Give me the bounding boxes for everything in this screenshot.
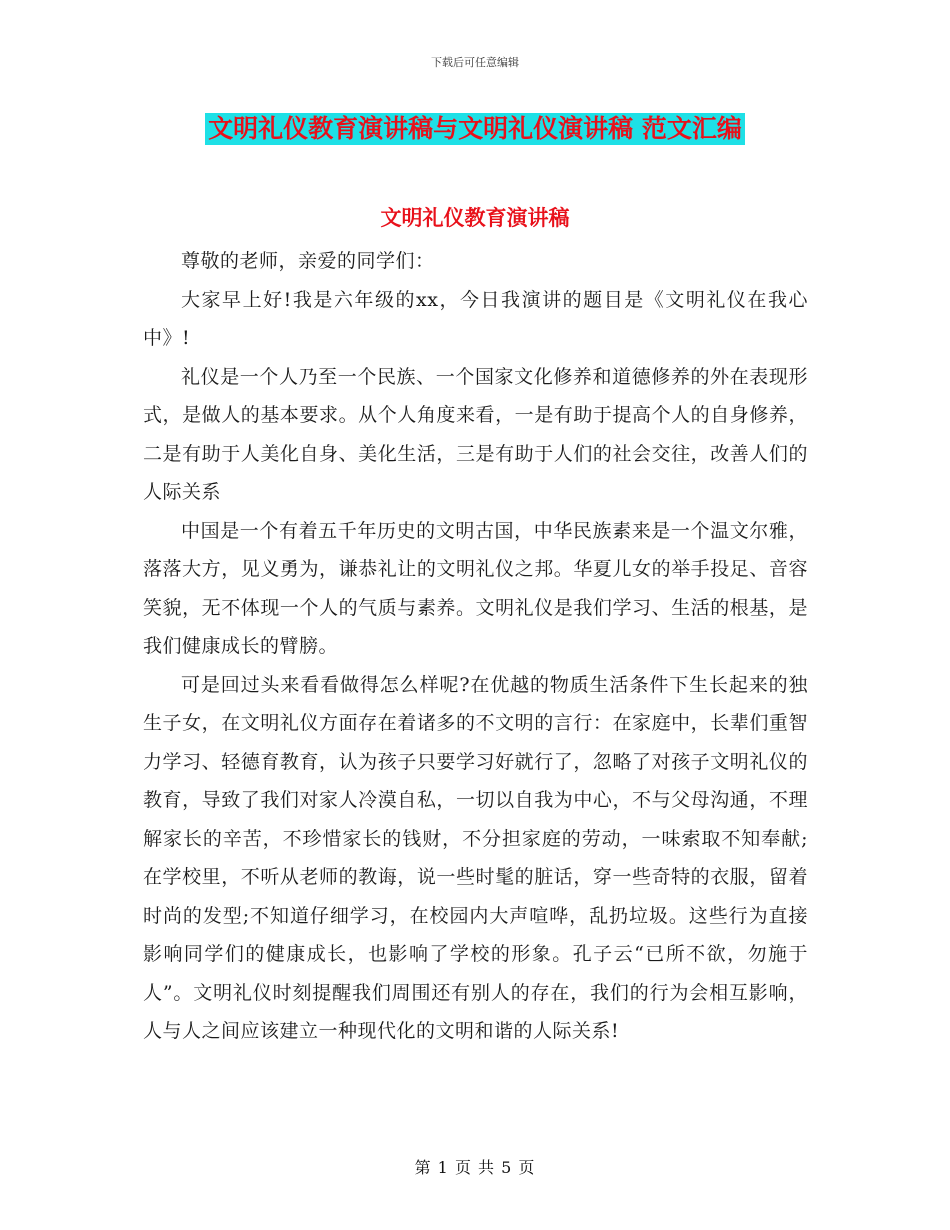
page-footer: 第 1 页 共 5 页 [414,1158,536,1177]
body-paragraph: 可是回过头来看看做得怎么样呢?在优越的物质生活条件下生长起来的独生子女，在文明礼仪方面存在着诸多的不文明的言行：在家庭中，长辈们重智力学习、轻德育教育，认为孩子只要学习好就行了，忽略了对孩子文明礼仪的教育，导致了我们对家人冷漠自私，一切以自我为中心，不与父母沟通，不理解家长的辛苦，不珍惜家长的钱财，不分担家庭的劳动，一味索取不知奉献;在学校里，不听从老师的教诲，说一些时髦的脏话，穿一些奇特的衣服，留着时尚的发型;不知道仔细学习，在校园内大声喧哗，乱扔垃圾。这些行为直接影响同学们的健康成长，也影响了学校的形象。孔子云“已所不欲，勿施于人”。文明礼仪时刻提醒我们周围还有别人的存在，我们的行为会相互影响，人与人之间应该建立一种现代化的文明和谐的人际关系! [143,673,808,1042]
header-note: 下载后可任意编辑 [431,56,519,69]
body-paragraph: 大家早上好!我是六年级的xx，今日我演讲的题目是《文明礼仪在我心中》! [143,288,808,349]
section-title: 文明礼仪教育演讲稿 [380,205,570,230]
document-title-container [0,113,950,145]
body-paragraph: 中国是一个有着五千年历史的文明古国，中华民族素来是一个温文尔雅，落落大方，见义勇为，谦恭礼让的文明礼仪之邦。华夏儿女的举手投足、音容笑貌，无不体现一个人的气质与素养。文明礼仪是我们学习、生活的根基，是我们健康成长的臂膀。 [143,519,808,657]
document-title: 文明礼仪教育演讲稿与文明礼仪演讲稿 范文汇编 [205,113,745,145]
body-paragraph: 礼仪是一个人乃至一个民族、一个国家文化修养和道德修养的外在表现形式，是做人的基本要求。从个人角度来看，一是有助于提高个人的自身修养，二是有助于人美化自身、美化生活，三是有助于人们的社会交往，改善人们的人际关系 [143,365,808,503]
speech-body [143,242,808,1051]
salutation-paragraph: 尊敬的老师，亲爱的同学们： [181,250,435,272]
